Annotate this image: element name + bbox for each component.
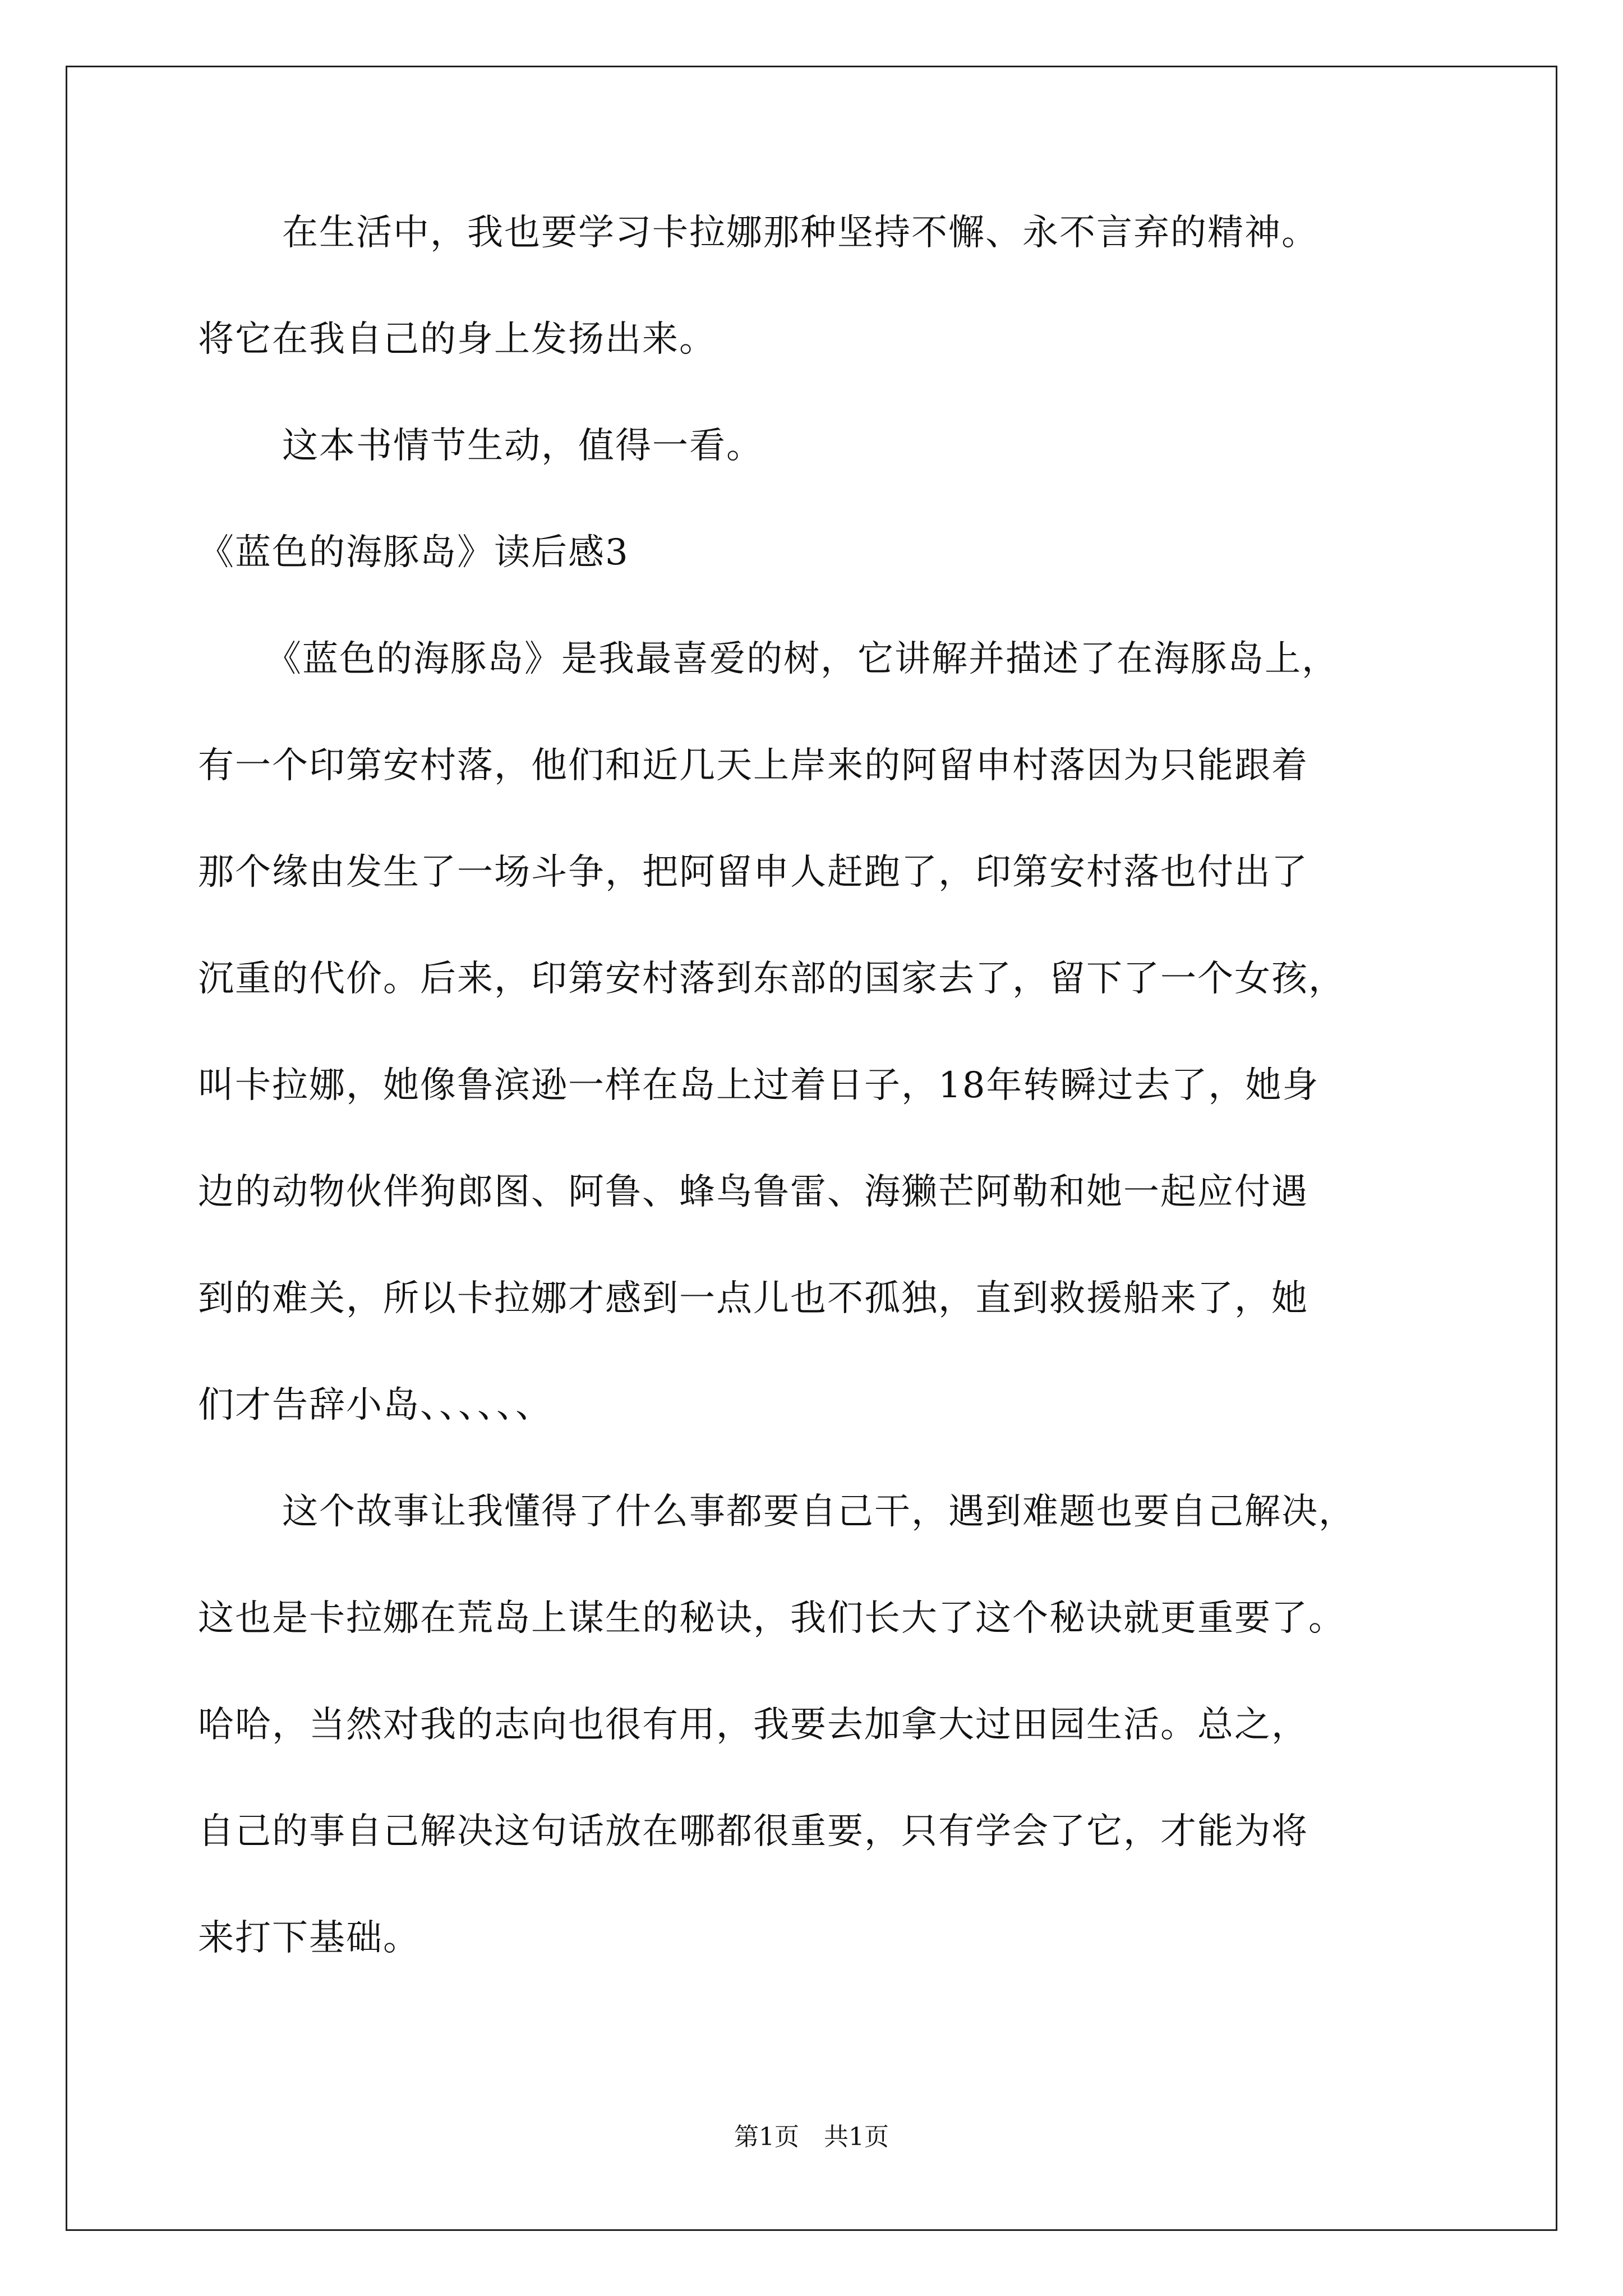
page-number: 第1页 共1页 xyxy=(734,2123,889,2151)
text-line: 在生活中，我也要学习卡拉娜那种坚持不懈、永不言弃的精神。 xyxy=(282,212,1318,254)
text-line: 《蓝色的海豚岛》是我最喜爱的树，它讲解并描述了在海豚岛上， xyxy=(265,638,1339,680)
text-line: 有一个印第安村落，他们和近几天上岸来的阿留申村落因为只能跟着 xyxy=(198,745,1308,786)
text-line: 那个缘由发生了一场斗争，把阿留申人赶跑了，印第安村落也付出了 xyxy=(198,852,1308,893)
text-line: 来打下基础。 xyxy=(198,1917,420,1959)
text-line: 这个故事让我懂得了什么事都要自己干，遇到难题也要自己解决， xyxy=(282,1491,1355,1533)
text-line: 边的动物伙伴狗郎图、阿鲁、蜂鸟鲁雷、海獭芒阿勒和她一起应付遇 xyxy=(198,1171,1308,1213)
text-line: 沉重的代价。后来，印第安村落到东部的国家去了，留下了一个女孩， xyxy=(198,958,1345,1000)
section-heading: 《蓝色的海豚岛》读后感3 xyxy=(198,532,629,573)
page-border xyxy=(66,66,1557,2231)
text-line: 自己的事自己解决这句话放在哪都很重要，只有学会了它，才能为将 xyxy=(198,1811,1308,1852)
text-line: 哈哈，当然对我的志向也很有用，我要去加拿大过田园生活。总之， xyxy=(198,1704,1308,1746)
text-line: 这也是卡拉娜在荒岛上谋生的秘诀，我们长大了这个秘诀就更重要了。 xyxy=(198,1598,1345,1639)
text-line: 将它在我自己的身上发扬出来。 xyxy=(198,319,716,360)
text-line: 到的难关，所以卡拉娜才感到一点儿也不孤独，直到救援船来了，她 xyxy=(198,1278,1308,1319)
text-line: 这本书情节生动，值得一看。 xyxy=(282,425,763,467)
text-line: 们才告辞小岛、、、、、、 xyxy=(198,1384,552,1426)
text-line: 叫卡拉娜，她像鲁滨逊一样在岛上过着日子，18年转瞬过去了，她身 xyxy=(198,1065,1320,1106)
